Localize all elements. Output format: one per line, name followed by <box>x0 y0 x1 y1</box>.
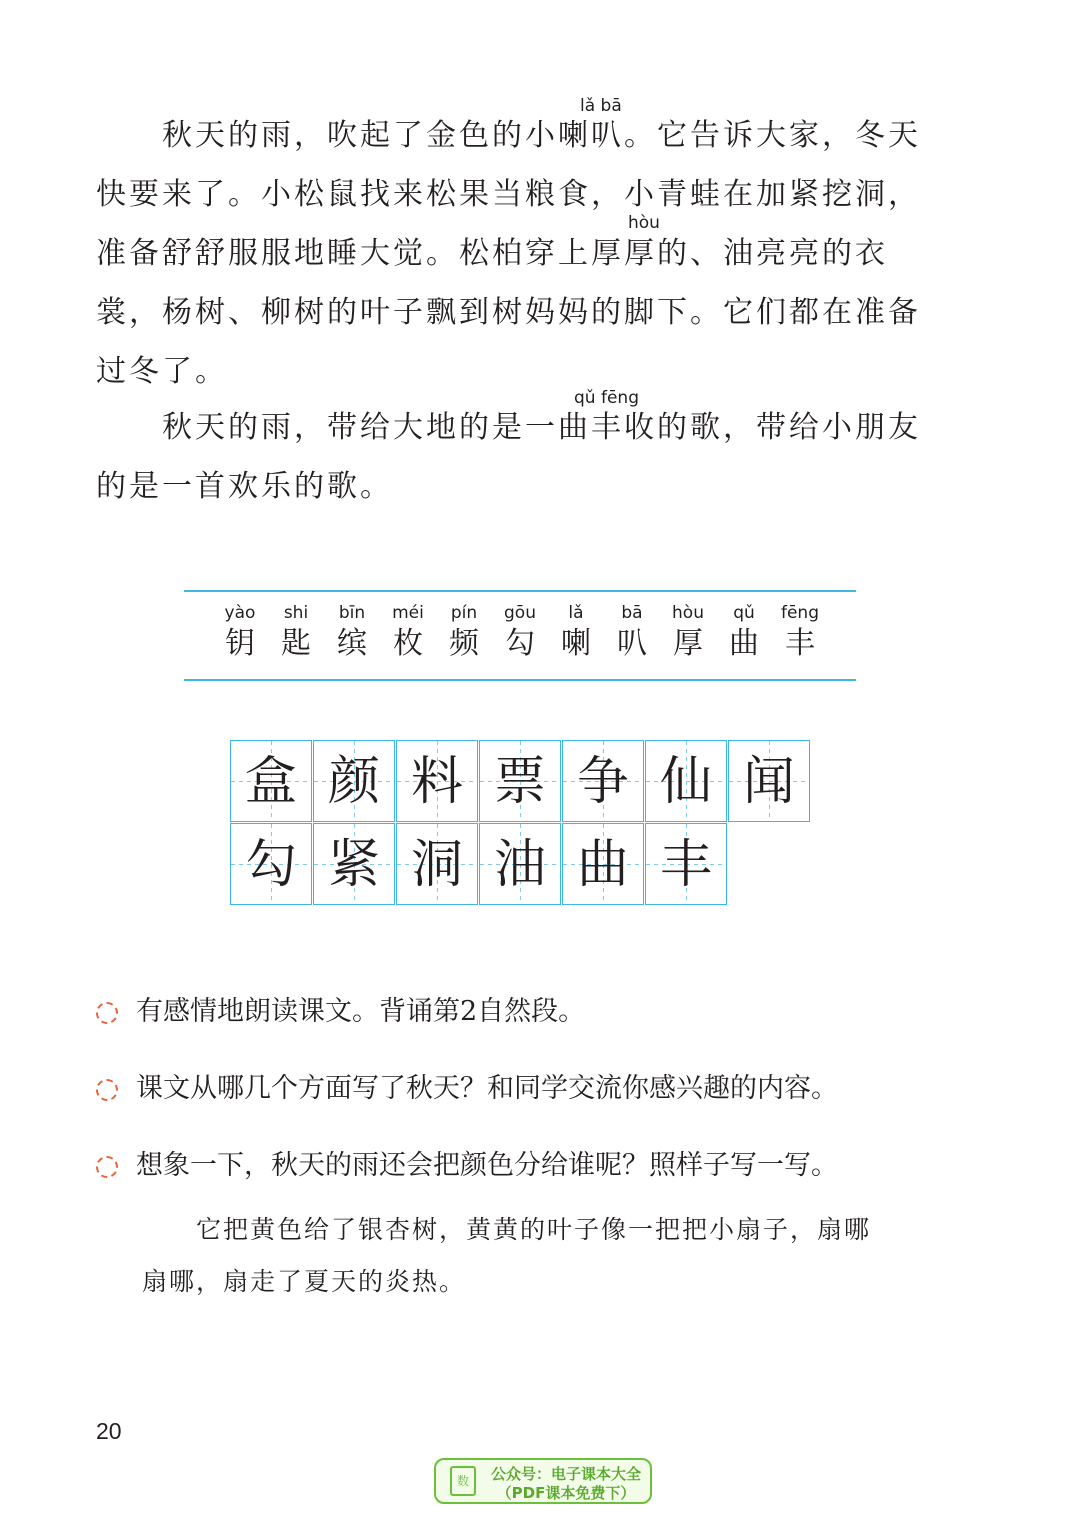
paragraph-2 <box>96 398 948 516</box>
task-ring-icon <box>96 1079 118 1101</box>
paragraph-2-line: 的是一首欢乐的歌。 <box>96 469 393 504</box>
vocab-item: fēng 丰 <box>780 603 819 661</box>
pinyin-qufeng: qǔ fēng <box>574 388 639 408</box>
vocab-item: bīn 缤 <box>337 603 367 661</box>
paragraph-1-line: 过冬了。 <box>96 354 228 389</box>
vocab-item: yào 钥 <box>224 603 256 661</box>
grid-cell: 紧 <box>313 823 395 905</box>
pinyin-hou: hòu <box>628 213 660 233</box>
book-icon: 数 <box>450 1466 476 1496</box>
task-text: 课文从哪几个方面写了秋天？和同学交流你感兴趣的内容。 <box>136 1073 838 1104</box>
vocab-item: hòu 厚 <box>672 603 704 661</box>
grid-cell: 仙 <box>645 740 727 822</box>
vocab-item: lǎ 喇 <box>561 603 591 661</box>
task-item <box>96 1069 976 1109</box>
task-ring-icon <box>96 1156 118 1178</box>
paragraph-2-line: 秋天的雨，带给大地的是一曲丰收的歌，带给小朋友 <box>96 410 921 445</box>
grid-cell: 争 <box>562 740 644 822</box>
grid-cell: 闻 <box>728 740 810 822</box>
paragraph-1-line: 秋天的雨，吹起了金色的小喇叭。它告诉大家，冬天 <box>96 118 921 153</box>
grid-cell: 盒 <box>230 740 312 822</box>
vocab-item: bā 叭 <box>617 603 647 661</box>
task-item <box>96 992 976 1032</box>
watermark-line-2: （PDF课本免费下） <box>496 1484 636 1502</box>
paragraph-1 <box>96 106 948 401</box>
sample-line: 扇哪，扇走了夏天的炎热。 <box>142 1267 467 1296</box>
task-text: 想象一下，秋天的雨还会把颜色分给谁呢？照样子写一写。 <box>136 1150 838 1181</box>
grid-cell: 勾 <box>230 823 312 905</box>
sample-passage <box>142 1204 952 1308</box>
vocab-list <box>210 602 840 672</box>
paragraph-1-line: 快要来了。小松鼠找来松果当粮食，小青蛙在加紧挖洞， <box>96 177 921 212</box>
watermark-line-1: 公众号：电子课本大全 <box>490 1465 641 1483</box>
vocab-item: pín 频 <box>449 603 479 661</box>
vocab-top-rule <box>184 590 856 592</box>
paragraph-1-line: 准备舒舒服服地睡大觉。松柏穿上厚厚的、油亮亮的衣 <box>96 236 888 271</box>
task-text: 有感情地朗读课文。背诵第2自然段。 <box>136 996 586 1027</box>
vocab-bottom-rule <box>184 679 856 681</box>
grid-cell: 颜 <box>313 740 395 822</box>
grid-cell: 丰 <box>645 823 727 905</box>
vocab-item: méi 枚 <box>392 603 424 661</box>
task-ring-icon <box>96 1002 118 1024</box>
pinyin-laba: lǎ bā <box>580 96 622 116</box>
vocab-item: gōu 勾 <box>504 603 536 661</box>
paragraph-1-line: 裳，杨树、柳树的叶子飘到树妈妈的脚下。它们都在准备 <box>96 295 921 330</box>
grid-cell: 料 <box>396 740 478 822</box>
vocab-item: qǔ 曲 <box>729 603 759 661</box>
sample-line: 它把黄色给了银杏树，黄黄的叶子像一把把小扇子，扇哪 <box>142 1215 872 1244</box>
watermark-badge <box>434 1458 652 1504</box>
grid-cell: 票 <box>479 740 561 822</box>
grid-cell: 曲 <box>562 823 644 905</box>
page-number: 20 <box>96 1418 122 1444</box>
grid-cell: 油 <box>479 823 561 905</box>
vocab-item: shi 匙 <box>281 603 311 661</box>
task-item <box>96 1146 976 1186</box>
grid-cell: 洞 <box>396 823 478 905</box>
